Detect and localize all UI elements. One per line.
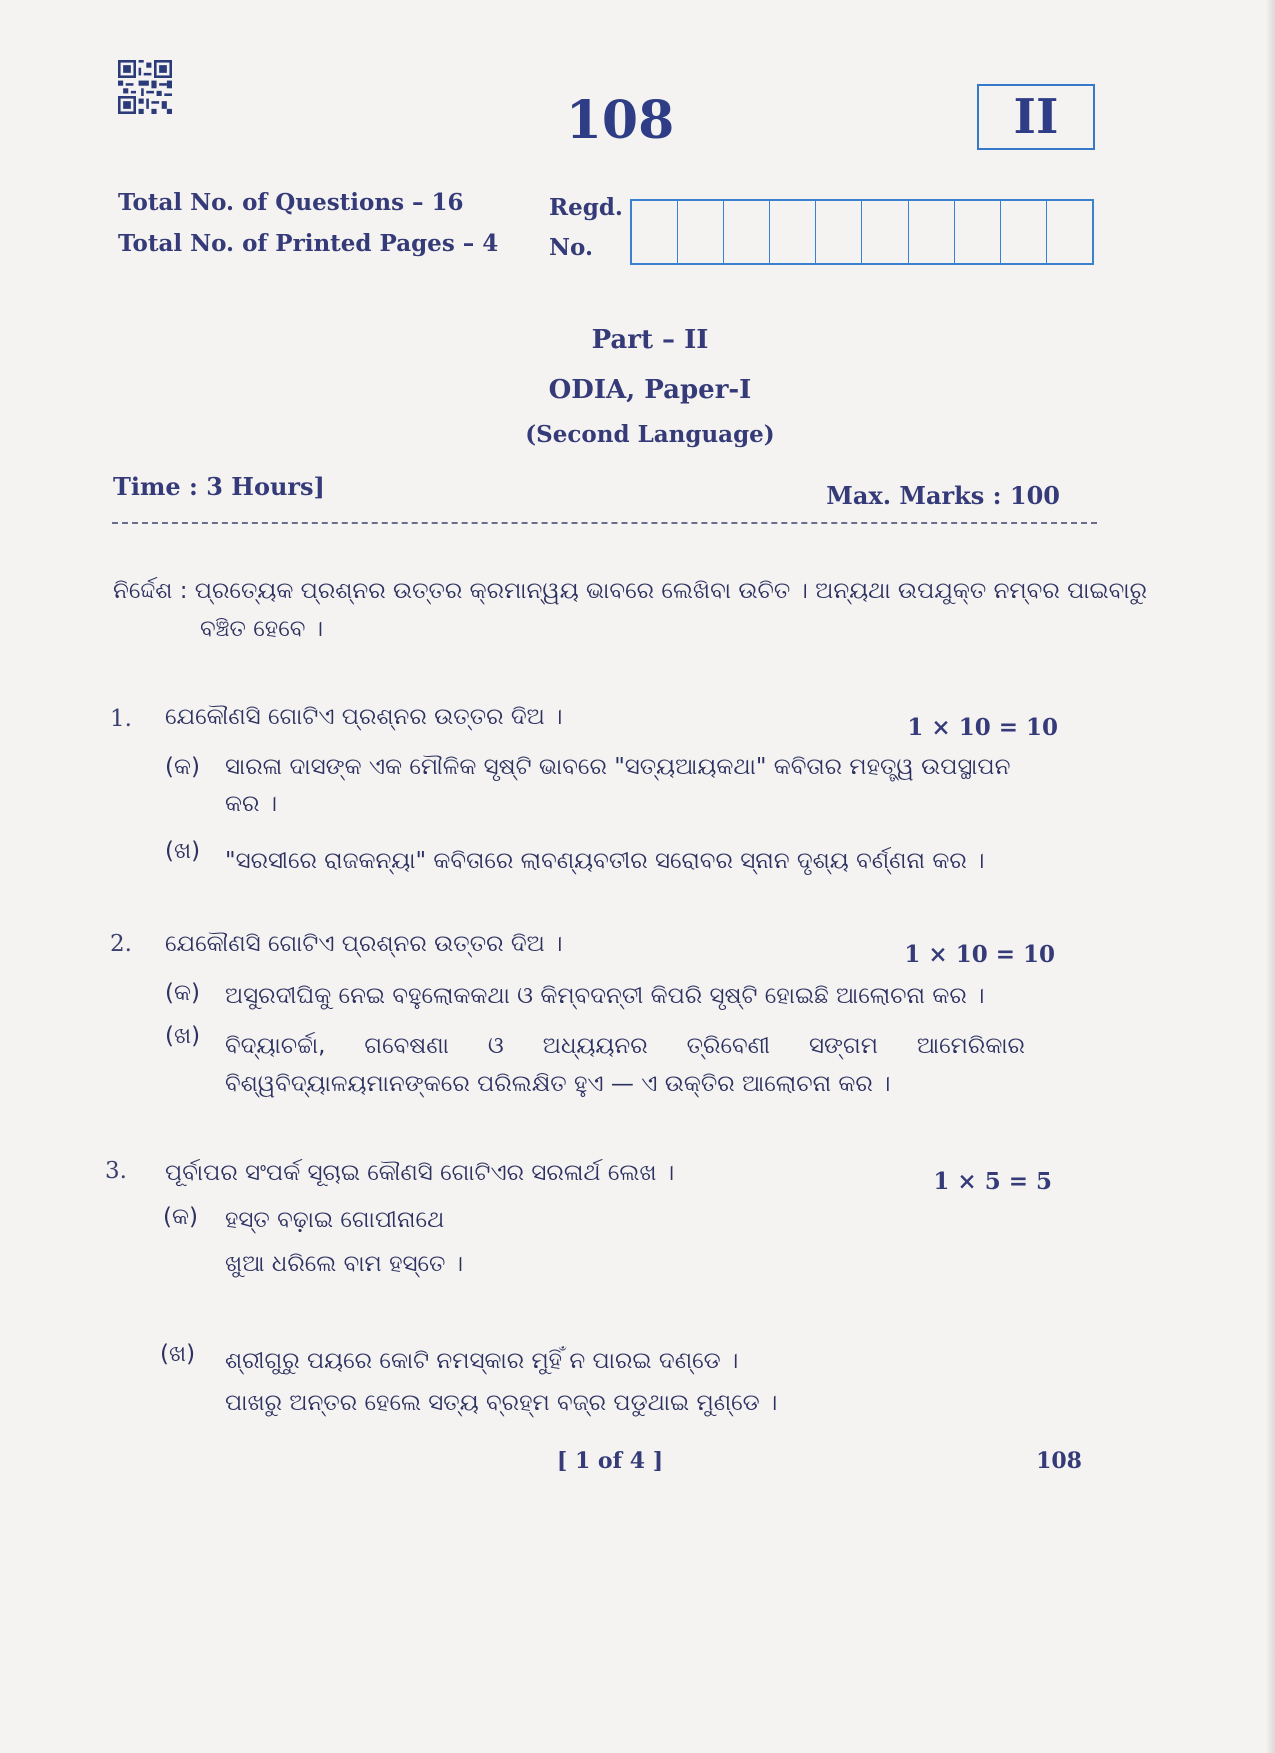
regd-digit-box[interactable]	[909, 201, 955, 263]
time-label: Time : 3 Hours]	[113, 472, 325, 501]
subject-heading: ODIA, Paper-I	[548, 375, 752, 405]
header-divider	[112, 522, 1097, 524]
no-label: No.	[549, 234, 593, 261]
regd-digit-box[interactable]	[632, 201, 678, 263]
max-marks-label: Max. Marks : 100	[826, 481, 1060, 510]
option-text-cont: କର ।	[225, 791, 278, 817]
option-text: ସାରଳା ଦାସଙ୍କ ଏକ ମୌଳିକ ସୃଷ୍ଟି ଭାବରେ "ସତ୍ୟଆୟକଥା" କବିତାର ମହତ୍ତ୍ୱ ଉପସ୍ଥାପନ	[225, 754, 1011, 780]
footer-paper-code: 108	[1036, 1448, 1082, 1474]
regd-digit-box[interactable]	[1047, 201, 1092, 263]
question-number: 1.	[110, 706, 132, 732]
regd-digit-box[interactable]	[816, 201, 862, 263]
paper-code: 108	[565, 90, 675, 151]
option-text-cont: ବିଶ୍ୱବିଦ୍ୟାଳୟମାନଙ୍କରେ ପରିଲକ୍ଷିତ ହୁଏ — ଏ ଉକ୍ତିର ଆଲୋଚନା କର ।	[225, 1071, 891, 1097]
instruction-line-2: ବଞ୍ଚିତ ହେବେ ।	[200, 616, 324, 642]
question-prompt: ଯେକୌଣସି ଗୋଟିଏ ପ୍ରଶ୍ନର ଉତ୍ତର ଦିଅ ।	[165, 704, 563, 730]
part-box-label: II	[1013, 89, 1059, 145]
language-heading: (Second Language)	[525, 421, 775, 448]
question-number: 2.	[110, 931, 132, 957]
regd-digit-box[interactable]	[1001, 201, 1047, 263]
regd-label: Regd.	[549, 194, 623, 221]
option-label: (ଖ)	[165, 1023, 201, 1049]
question-marks: 1 × 10 = 10	[907, 714, 1058, 741]
regd-number-boxes[interactable]	[630, 199, 1094, 265]
regd-digit-box[interactable]	[770, 201, 816, 263]
option-text: "ସରସୀରେ ରାଜକନ୍ୟା" କବିତାରେ ଲାବଣ୍ୟବତୀର ସରୋବର ସ୍ନାନ ଦୃଶ୍ୟ ବର୍ଣ୍ଣନା କର ।	[225, 848, 985, 874]
scan-edge	[1267, 0, 1275, 1753]
total-pages: Total No. of Printed Pages – 4	[118, 230, 499, 257]
option-text-cont: ପାଖରୁ ଅନ୍ତର ହେଲେ ସତ୍ୟ ବ୍ରହ୍ମ ବଜ୍ର ପଡୁଥାଇ ମୁଣ୍ଡେ ।	[225, 1390, 778, 1416]
page-indicator: [ 1 of 4 ]	[556, 1448, 664, 1474]
part-heading: Part – II	[591, 325, 709, 355]
question-prompt: ଯେକୌଣସି ଗୋଟିଏ ପ୍ରଶ୍ନର ଉତ୍ତର ଦିଅ ।	[165, 931, 563, 957]
instruction-line-1: ନିର୍ଦ୍ଦେଶ : ପ୍ରତ୍ୟେକ ପ୍ରଶ୍ନର ଉତ୍ତର କ୍ରମାନ୍ୱୟ ଭାବରେ ଲେଖିବା ଉଚିତ । ଅନ୍ୟଥା ଉପଯୁକ୍ତ ନମ୍ବର ପାଇବାରୁ	[113, 578, 1148, 604]
question-number: 3.	[105, 1158, 127, 1184]
total-questions: Total No. of Questions – 16	[118, 189, 464, 216]
option-label: (କ)	[163, 1204, 198, 1230]
option-label: (କ)	[165, 980, 200, 1006]
question-marks: 1 × 5 = 5	[933, 1168, 1052, 1195]
option-text: ଅସୁରଦୀଘିକୁ ନେଇ ବହୁଲୋକକଥା ଓ କିମ୍ବଦନ୍ତୀ କିପରି ସୃଷ୍ଟି ହୋଇଛି ଆଲୋଚନା କର ।	[225, 983, 985, 1009]
regd-digit-box[interactable]	[955, 201, 1001, 263]
qr-code	[118, 60, 172, 114]
regd-digit-box[interactable]	[724, 201, 770, 263]
regd-digit-box[interactable]	[678, 201, 724, 263]
option-text-cont: ଖୁଆ ଧରିଲେ ବାମ ହସ୍ତେ ।	[225, 1251, 464, 1277]
regd-digit-box[interactable]	[862, 201, 908, 263]
option-text: ହସ୍ତ ବଢ଼ାଇ ଗୋପୀନାଥେ	[225, 1207, 445, 1233]
option-text: ବିଦ୍ୟାଚର୍ଚ୍ଚା, ଗବେଷଣା ଓ ଅଧ୍ୟୟନର ତ୍ରିବେଣୀ ସଙ୍ଗମ ଆମେରିକାର	[225, 1033, 1025, 1059]
question-marks: 1 × 10 = 10	[904, 941, 1055, 968]
option-label: (ଖ)	[160, 1341, 196, 1367]
question-prompt: ପୂର୍ବାପର ସଂପର୍କ ସୂଚାଇ କୌଣସି ଗୋଟିଏର ସରଳାର୍ଥ ଲେଖ ।	[165, 1160, 675, 1186]
option-text: ଶ୍ରୀଗୁରୁ ପୟରେ କୋଟି ନମସ୍କାର ମୁହିଁ ନ ପାରଇ ଦଣ୍ଡେ ।	[225, 1348, 739, 1374]
option-label: (ଖ)	[165, 838, 201, 864]
option-label: (କ)	[165, 754, 200, 780]
